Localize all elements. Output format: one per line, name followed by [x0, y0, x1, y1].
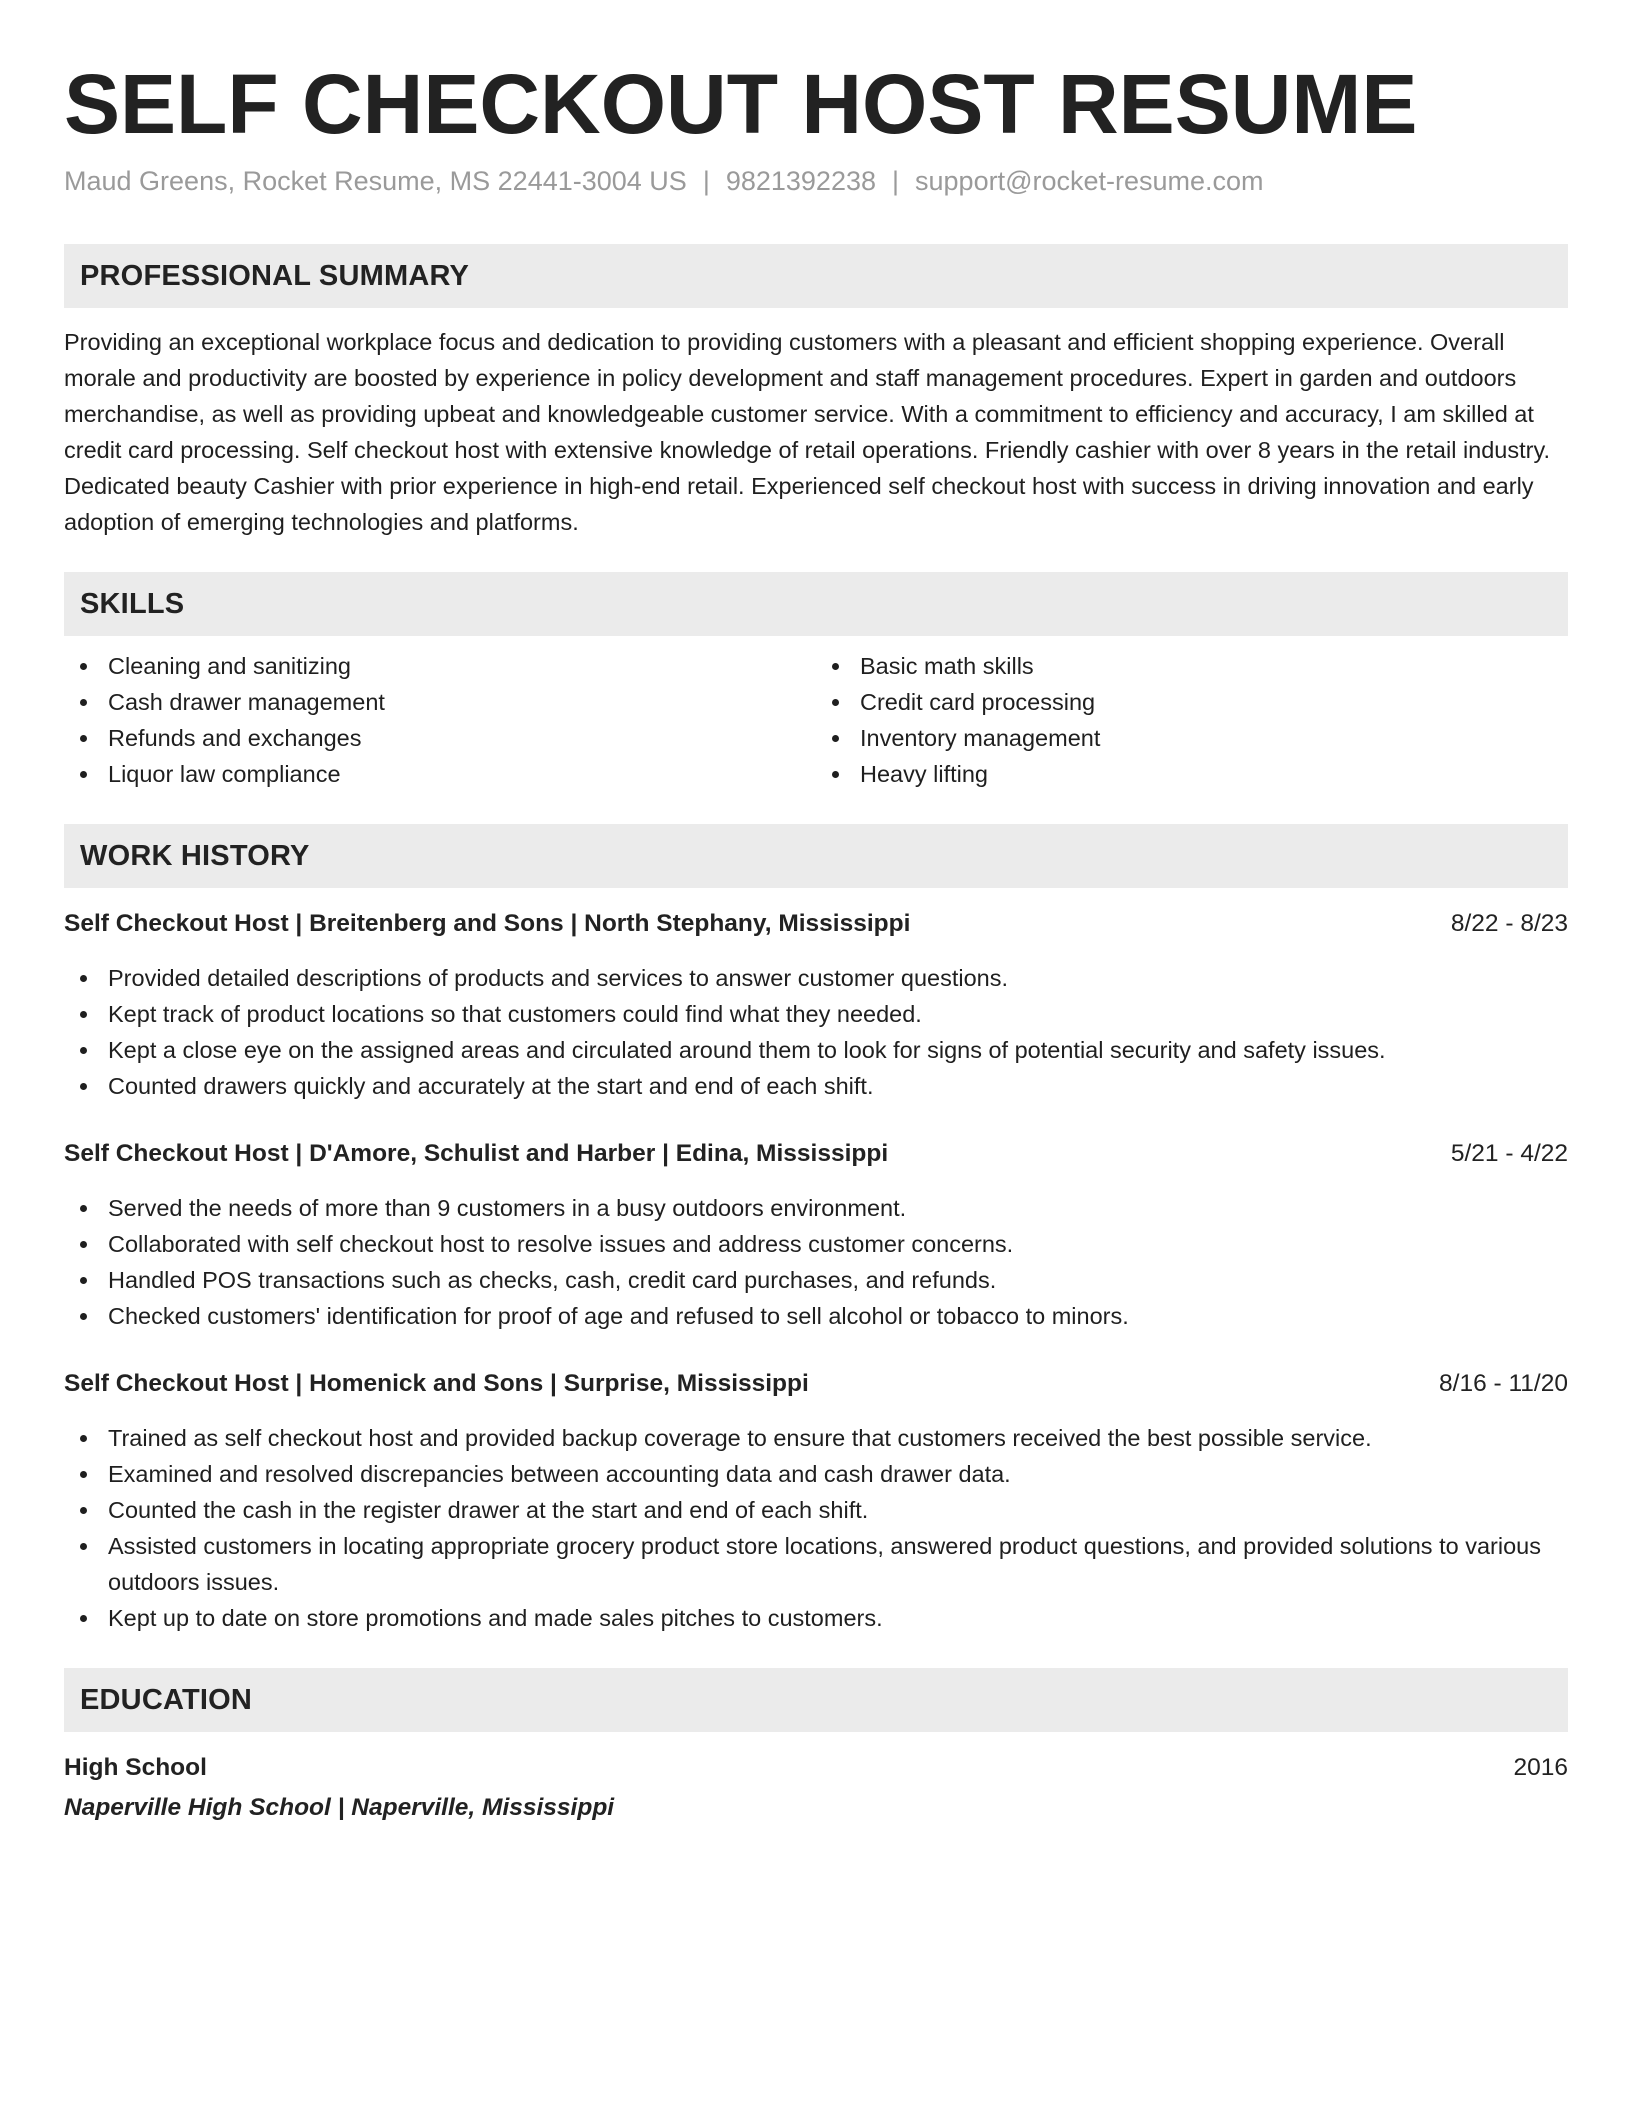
job-bullet: Served the needs of more than 9 customers in a busy outdoors environment.: [64, 1190, 1568, 1226]
skill-item: Basic math skills: [816, 648, 1568, 684]
job-entry: [64, 1366, 1568, 1636]
skill-item: Refunds and exchanges: [64, 720, 816, 756]
job-bullet: Counted the cash in the register drawer at the start and end of each shift.: [64, 1492, 1568, 1528]
job-bullet: Assisted customers in locating appropriate grocery product store locations, answered product questions, and provided solutions to various outdoors issues.: [64, 1528, 1568, 1600]
education-year: 2016: [1513, 1754, 1568, 1781]
education-degree: High School: [64, 1754, 207, 1781]
contact-line: [64, 164, 1568, 198]
job-bullet: Kept track of product locations so that customers could find what they needed.: [64, 996, 1568, 1032]
section-header-work-history: WORK HISTORY: [64, 824, 1568, 888]
contact-separator: |: [702, 166, 710, 196]
job-header: [64, 1366, 1568, 1402]
job-title-line: Self Checkout Host | Homenick and Sons | Surprise, Mississippi: [64, 1370, 809, 1397]
resume-title: SELF CHECKOUT HOST RESUME: [64, 57, 1418, 151]
skill-item: Inventory management: [816, 720, 1568, 756]
section-header-skills: SKILLS: [64, 572, 1568, 636]
job-dates: 8/16 - 11/20: [1439, 1370, 1568, 1397]
job-bullet: Handled POS transactions such as checks, cash, credit card purchases, and refunds.: [64, 1262, 1568, 1298]
contact-email: support@rocket-resume.com: [915, 166, 1264, 196]
job-bullets: [64, 1190, 1568, 1334]
education-school: Naperville High School | Naperville, Mississippi: [64, 1794, 615, 1821]
contact-phone: 9821392238: [725, 166, 876, 196]
summary-text: Providing an exceptional workplace focus and dedication to providing customers with a pleasant and efficient shopping experience. Overall morale and productivity are boosted by experience in policy development and staff management procedures. Expert in garden and outdoors merchandise, as well as providing upbeat and knowledgeable customer service. With a commitment to efficiency and accuracy, I am skilled at credit card processing. Self checkout host with extensive knowledge of retail operations. Friendly cashier with over 8 years in the retail industry. Dedicated beauty Cashier with prior experience in high-end retail. Experienced self checkout host with success in driving innovation and early adoption of emerging technologies and platforms.: [64, 329, 1551, 535]
job-bullets: [64, 960, 1568, 1104]
job-bullet: Examined and resolved discrepancies between accounting data and cash drawer data.: [64, 1456, 1568, 1492]
job-header: [64, 906, 1568, 942]
job-entry: [64, 906, 1568, 1104]
skill-item: Credit card processing: [816, 684, 1568, 720]
contact-separator: |: [892, 166, 900, 196]
education-entry: [64, 1750, 1568, 1826]
skills-list: [64, 648, 1568, 792]
job-entry: [64, 1136, 1568, 1334]
job-bullet: Checked customers' identification for proof of age and refused to sell alcohol or tobacco to minors.: [64, 1298, 1568, 1334]
contact-address: Maud Greens, Rocket Resume, MS 22441-3004 US: [64, 166, 687, 196]
job-dates: 8/22 - 8/23: [1450, 910, 1568, 937]
education-header: [64, 1750, 1568, 1786]
skill-item: Heavy lifting: [816, 756, 1568, 792]
job-title-line: Self Checkout Host | Breitenberg and Sons | North Stephany, Mississippi: [64, 910, 911, 937]
skill-item: Cash drawer management: [64, 684, 816, 720]
skills-column-right: [816, 648, 1568, 792]
job-bullet: Kept up to date on store promotions and made sales pitches to customers.: [64, 1600, 1568, 1636]
job-bullet: Collaborated with self checkout host to resolve issues and address customer concerns.: [64, 1226, 1568, 1262]
job-bullet: Trained as self checkout host and provided backup coverage to ensure that customers received the best possible service.: [64, 1420, 1568, 1456]
job-bullet: Counted drawers quickly and accurately at the start and end of each shift.: [64, 1068, 1568, 1104]
skill-item: Liquor law compliance: [64, 756, 816, 792]
job-bullet: Provided detailed descriptions of products and services to answer customer questions.: [64, 960, 1568, 996]
job-bullets: [64, 1420, 1568, 1636]
job-bullet: Kept a close eye on the assigned areas and circulated around them to look for signs of potential security and safety issues.: [64, 1032, 1568, 1068]
section-header-summary: PROFESSIONAL SUMMARY: [64, 244, 1568, 308]
job-header: [64, 1136, 1568, 1172]
job-dates: 5/21 - 4/22: [1450, 1140, 1568, 1167]
skills-column-left: [64, 648, 816, 792]
job-title-line: Self Checkout Host | D'Amore, Schulist and Harber | Edina, Mississippi: [64, 1140, 889, 1167]
section-header-education: EDUCATION: [64, 1668, 1568, 1732]
skill-item: Cleaning and sanitizing: [64, 648, 816, 684]
